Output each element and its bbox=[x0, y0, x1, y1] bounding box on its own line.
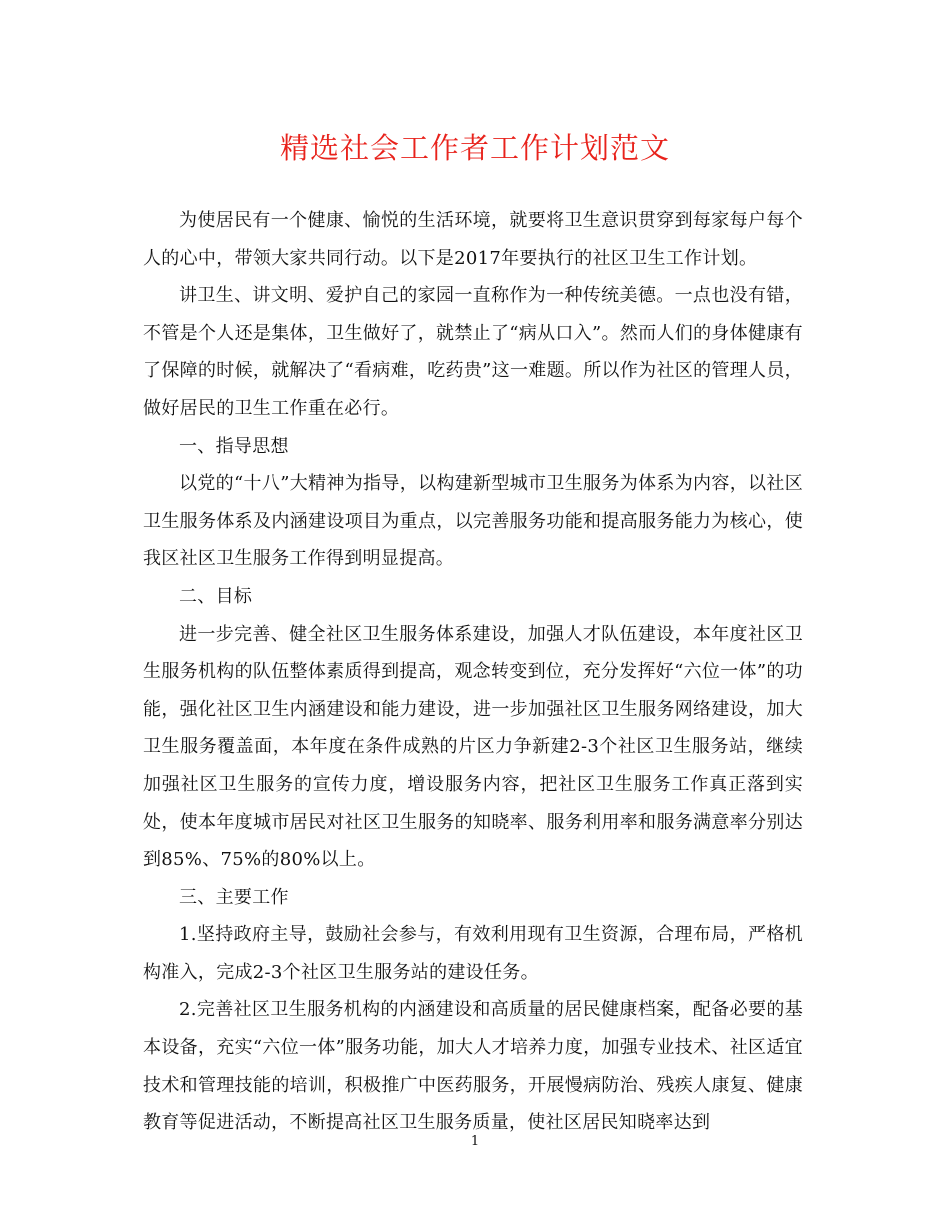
intro-paragraph: 为使居民有一个健康、愉悦的生活环境，就要将卫生意识贯穿到每家每户每个人的心中，带领大家共同行动。以下是2017年要执行的社区卫生工作计划。 bbox=[143, 210, 803, 269]
background-paragraph: 讲卫生、讲文明、爱护自己的家园一直称作为一种传统美德。一点也没有错，不管是个人还是集体，卫生做好了，就禁止了“病从口入”。然而人们的身体健康有了保障的时候，就解决了“看病难，吃药贵”这一难题。所以作为社区的管理人员，做好居民的卫生工作重在必行。 bbox=[143, 285, 803, 419]
section-heading-guiding-ideology: 一、指导思想 bbox=[179, 435, 289, 457]
document-body bbox=[143, 202, 803, 1142]
document-title: 精选社会工作者工作计划范文 bbox=[279, 131, 670, 165]
main-work-item-2: 2.完善社区卫生服务机构的内涵建设和高质量的居民健康档案，配备必要的基本设备，充实“六位一体”服务功能，加大人才培养力度，加强专业技术、社区适宜技术和管理技能的培训，积极推广中医药服务，开展慢病防治、残疾人康复、健康教育等促进活动，不断提高社区卫生服务质量，使社区居民知晓率达到 bbox=[143, 999, 803, 1134]
main-work-item-1: 1.坚持政府主导，鼓励社会参与，有效利用现有卫生资源，合理布局，严格机构准入，完成2-3个社区卫生服务站的建设任务。 bbox=[143, 924, 803, 983]
section-heading-goals: 二、目标 bbox=[179, 585, 253, 607]
guiding-ideology-paragraph: 以党的“十八”大精神为指导，以构建新型城市卫生服务为体系为内容，以社区卫生服务体系及内涵建设项目为重点，以完善服务功能和提高服务能力为核心，使我区社区卫生服务工作得到明显提高。 bbox=[143, 473, 803, 570]
page-number: 1 bbox=[470, 1134, 480, 1149]
goals-paragraph: 进一步完善、健全社区卫生服务体系建设，加强人才队伍建设，本年度社区卫生服务机构的队伍整体素质得到提高，观念转变到位，充分发挥好“六位一体”的功能，强化社区卫生内涵建设和能力建设，进一步加强社区卫生服务网络建设，加大卫生服务覆盖面，本年度在条件成熟的片区力争新建2-3个社区卫生服务站，继续加强社区卫生服务的宣传力度，增设服务内容，把社区卫生服务工作真正落到实处，使本年度城市居民对社区卫生服务的知晓率、服务利用率和服务满意率分别达到85%、75%的80%以上。 bbox=[143, 623, 803, 871]
section-heading-main-work: 三、主要工作 bbox=[179, 886, 289, 908]
